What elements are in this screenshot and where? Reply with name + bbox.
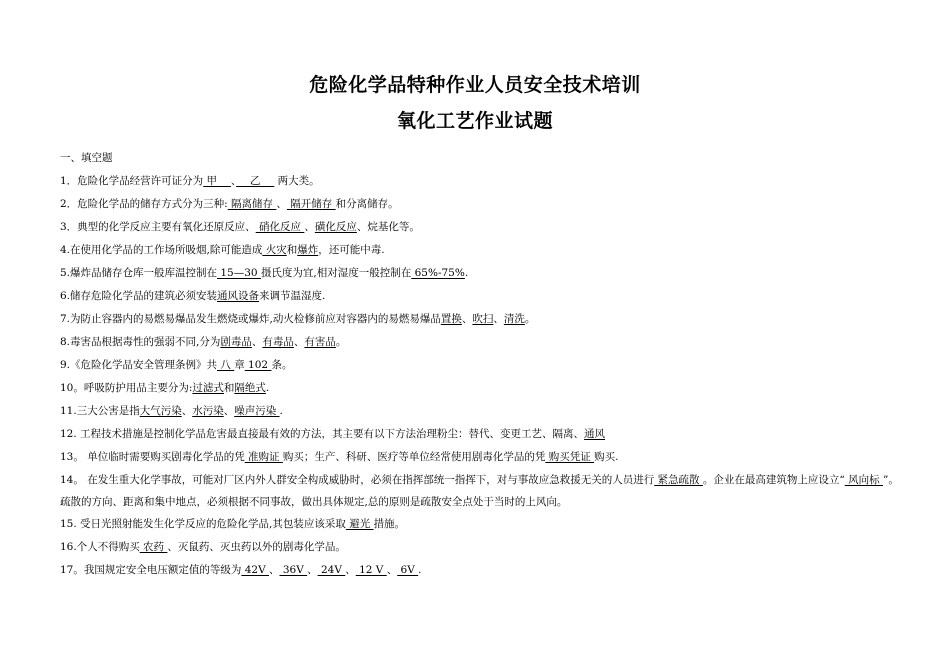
question-text: 4.在使用化学品的工作场所吸烟,除可能造成 <box>60 244 263 256</box>
question-text: 7.为防止容器内的易燃易爆品发生燃烧或爆炸,动火检修前应对容器内的易燃易爆品 <box>60 313 441 325</box>
question-text: 章 <box>234 359 245 371</box>
question-text: 。企业在最高建筑物上应设立“ <box>702 474 845 486</box>
question-item <box>60 308 908 331</box>
answer-blank: 大气污染 <box>139 405 182 417</box>
question-text: 措施。 <box>373 518 406 530</box>
question-text: 和 <box>286 244 298 256</box>
question-text: 8.毒害品根据毒性的强弱不同,分为 <box>60 336 221 348</box>
question-text: 10。呼吸防护用品主要分为: <box>60 382 193 394</box>
question-text: 和 <box>223 382 235 394</box>
question-text: 、 <box>181 405 193 417</box>
question-text: 1．危险化学品经营许可证分为 <box>60 175 204 187</box>
section-heading: 一、填空题 <box>60 152 113 164</box>
question-item <box>60 285 908 308</box>
question-text: 、 <box>276 198 287 210</box>
answer-blank: 紧急疏散 <box>654 474 703 486</box>
question-text: 购买；生产、科研、医疗等单位经常使用剧毒化学品的凭 <box>282 451 546 463</box>
question-item <box>60 262 908 285</box>
question-text: 、灭鼠药、灭虫药以外的剧毒化学品。 <box>167 541 346 553</box>
question-text: 16.个人不得购买 <box>60 541 140 553</box>
answer-blank: 隔绝式 <box>234 382 266 394</box>
answer-blank: 磺化反应 <box>314 221 357 233</box>
answer-blank: 15—30 <box>217 267 261 279</box>
question-text: 2．危险化学品的储存方式分为三种: <box>60 198 228 210</box>
question-text: 、 <box>230 175 237 187</box>
answer-blank: 甲 <box>203 175 231 187</box>
question-item <box>60 536 908 559</box>
question-text: 、 <box>307 564 318 576</box>
answer-blank: 65%-75% <box>411 267 465 279</box>
question-text: 、 <box>461 313 473 325</box>
question-text: . <box>265 382 270 394</box>
question-text: 12. 工程技术措施是控制化学品危害最直接最有效的方法，其主要有以下方法治理粉尘：替代、变更工艺、隔离、 <box>60 428 585 440</box>
answer-blank: 有毒品 <box>262 336 294 348</box>
question-text: 、 <box>293 336 305 348</box>
question-text: 、 <box>345 564 356 576</box>
answer-blank: 八 <box>217 359 235 371</box>
question-item <box>60 216 908 239</box>
question-text: 、 <box>269 564 280 576</box>
question-text: 。 <box>335 336 347 348</box>
question-item <box>60 239 908 262</box>
question-text: 、 <box>223 405 235 417</box>
question-text: 、烷基化等。 <box>356 221 420 233</box>
answer-blank: 有害品 <box>304 336 336 348</box>
answer-blank: 准购证 <box>244 451 283 463</box>
question-text: 3．典型的化学反应主要有氧化还原反应、 <box>60 221 256 233</box>
answer-blank: 乙 <box>236 175 275 187</box>
question-text: 条。 <box>271 359 293 371</box>
question-text: 15. 受日光照射能发生化学反应的危险化学品,其包装应该采取 <box>60 518 346 530</box>
question-text: 9.《危险化学品安全管理条例》共 <box>60 359 218 371</box>
question-text: 来调节温湿度. <box>259 290 326 302</box>
answer-blank: 火灾 <box>262 244 287 256</box>
question-text: 5.爆炸品储存仓库一般库温控制在 <box>60 267 218 279</box>
answer-blank: 12 V <box>355 564 387 576</box>
question-text: 、 <box>386 564 398 576</box>
answer-blank: 剧毒品 <box>220 336 252 348</box>
question-text: 、 <box>493 313 504 325</box>
question-text: 17。我国规定安全电压额定值的等级为 <box>60 564 242 576</box>
question-text: . <box>279 405 283 417</box>
question-item <box>60 193 908 216</box>
question-item <box>60 400 908 423</box>
answer-blank: 吹扫 <box>472 313 494 325</box>
answer-blank: 购买凭证 <box>545 451 595 463</box>
question-text: 和分离储存。 <box>335 198 399 210</box>
question-text: 14。 在发生重大化学事故，可能对厂区内外人群安全构成威胁时，必须在指挥部统一指挥下，对与事故应急救援无关的人员进行 <box>60 474 655 486</box>
answer-blank: 水污染 <box>192 405 224 417</box>
answer-blank: 隔开储存 <box>286 198 336 210</box>
document-title: 危险化学品特种作业人员安全技术培训 <box>309 74 641 96</box>
question-item <box>60 423 908 446</box>
answer-blank: 硝化反应 <box>255 221 305 233</box>
question-text: 、 <box>304 221 315 233</box>
answer-blank: 36V <box>279 564 308 576</box>
answer-blank: 6V <box>397 564 419 576</box>
answer-blank: 隔离储存 <box>227 198 277 210</box>
question-item <box>60 559 908 582</box>
answer-blank: 爆炸 <box>297 244 319 256</box>
question-list <box>60 147 908 582</box>
question-text: . <box>464 267 469 279</box>
answer-blank: 24V <box>317 564 346 576</box>
question-text: 两大类。 <box>274 175 320 187</box>
answer-blank: 置换 <box>440 313 462 325</box>
answer-blank: 过滤式 <box>192 382 224 394</box>
question-text: 摄氏度为宜,相对湿度一般控制在 <box>260 267 412 279</box>
question-text: 。 <box>524 313 536 325</box>
answer-blank: 通风 <box>584 428 606 440</box>
answer-blank: 通风设备 <box>217 290 260 302</box>
question-item <box>60 170 908 193</box>
answer-blank: 风向标 <box>844 474 883 486</box>
question-text: 购买. <box>594 451 619 463</box>
question-text: 13。 单位临时需要购买剧毒化学品的凭 <box>60 451 245 463</box>
question-item <box>60 446 908 469</box>
question-item <box>60 469 908 513</box>
question-text: 6.储存危险化学品的建筑必须安装 <box>60 290 218 302</box>
question-item <box>60 377 908 400</box>
answer-blank: 42V <box>241 564 269 576</box>
question-item <box>60 354 908 377</box>
answer-blank: 清洗 <box>503 313 525 325</box>
question-text: . <box>418 564 422 576</box>
document-subtitle: 氧化工艺作业试题 <box>396 110 553 132</box>
answer-blank: 噪声污染 <box>234 405 280 417</box>
question-text: ，还可能中毒. <box>318 244 385 256</box>
answer-blank: 102 <box>244 359 272 371</box>
question-item <box>60 513 908 536</box>
question-text: 11.三大公害是指 <box>60 405 140 417</box>
question-item <box>60 331 908 354</box>
answer-blank: 农药 <box>139 541 168 553</box>
question-text: ”。疏散的方向、距离和集中地点，必须根据不同事故，做出具体规定,总的原则是疏散安全点处于当时的上风向。 <box>60 474 899 508</box>
question-text: 、 <box>251 336 263 348</box>
answer-blank: 避光 <box>345 518 374 530</box>
